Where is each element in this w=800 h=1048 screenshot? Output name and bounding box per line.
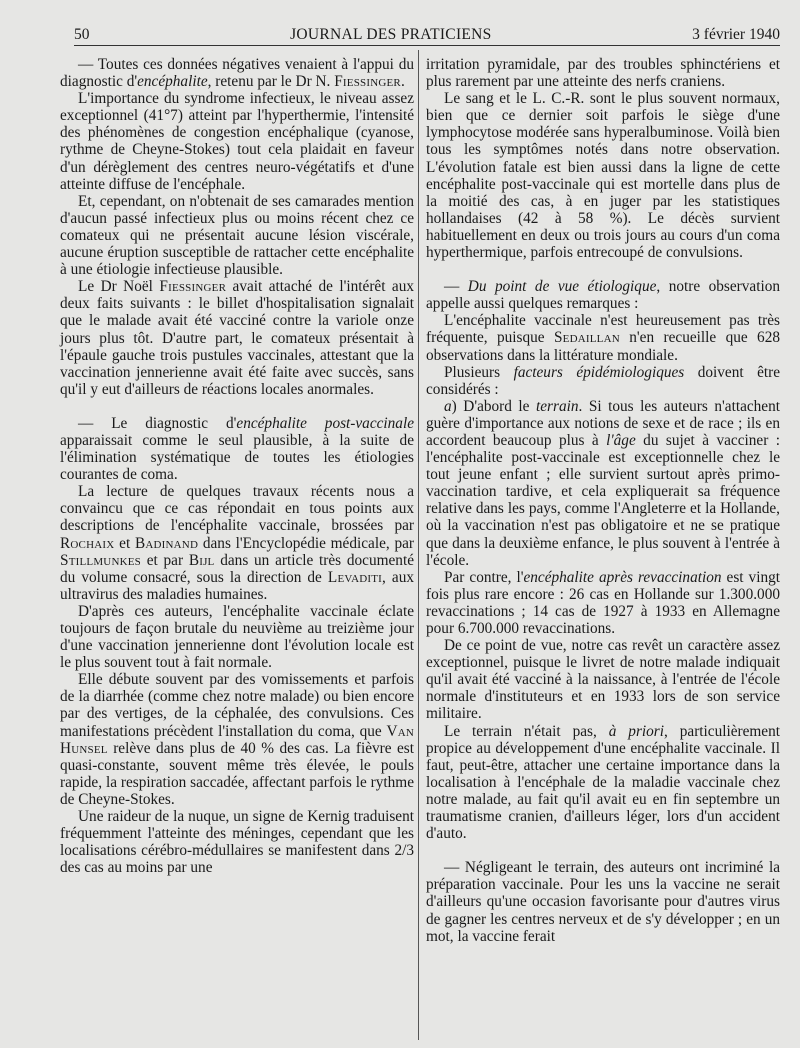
paragraph: irritation pyramidale, par des troubles sphinctériens et plus rarement par une atteinte des nerfs craniens. — [426, 56, 780, 91]
paragraph: Le Dr Noël Fiessinger avait attaché de l'intérêt aux deux faits suivants : le billet d'hospitalisation signalait que le malade avait été vacciné contre la variole onze jours plus tôt. D'autre part, le comateux présentait à l'épaule gauche trois pustules vaccinales, attestant que la vaccination jennerienne avait été faite avec succès, sans qu'il y eut d'ailleurs de réactions locales anormales. — [60, 278, 415, 398]
paragraph: L'importance du syndrome infectieux, le niveau assez exceptionnel (41°7) atteint par l'hyperthermie, l'intensité des phénomènes de congestion encéphalique (cyanose, rythme de Cheyne-Stokes) tout cela plaidait en faveur d'un dérèglement des centres neuro-végétatifs et d'une atteinte diffuse de l'encéphale. — [60, 90, 414, 193]
paragraph: La lecture de quelques travaux récents nous a convaincu que ce cas répondait en tous points aux descriptions de l'encéphalite vaccinale, brossées par Rochaix et Badinand dans l'Encyclopédie médicale, par Stillmunkes et par Bijl dans un article très documenté du volume consacré, sous la direction de Levaditi, aux ultravirus des maladies humaines. — [60, 483, 414, 603]
paragraph: — Du point de vue étiologique, notre observation appelle aussi quelques remarques : — [426, 278, 780, 313]
paragraph: Et, cependant, on n'obtenait de ses camarades mention d'aucun passé infectieux plus ou moins récent chez ce comateux qui ne présentait aucune lésion viscérale, aucune éruption susceptible de rattacher cette encéphalite à une étiologie infectieuse plausible. — [60, 192, 414, 279]
paragraph: De ce point de vue, notre cas revêt un caractère assez exceptionnel, puisque le livret de notre malade indiquait qu'il avait été vacciné à la naissance, à l'entrée de l'école normale d'instituteurs et en 1933 lors de son service militaire. — [426, 637, 780, 723]
page-number: 50 — [74, 26, 90, 43]
paragraph: Par contre, l'encéphalite après revaccination est vingt fois plus rare encore : 26 cas en Hollande sur 1.300.000 revaccinations ; 14 cas de 1927 à 1933 en Allemagne pour 6.700.000 revaccinations. — [426, 568, 780, 637]
paragraph: a) D'abord le terrain. Si tous les auteurs n'attachent guère d'importance aux notions de sexe et de race ; ils en accordent beaucoup plus à l'âge du sujet à vacciner : l'encéphalite post-vaccinale est exceptionnelle chez le tout jeune enfant ; elle survient surtout après primo-vaccination tardive, et cela expliquerait sa fréquence relative dans les pays, comme l'Angleterre et la Hollande, où la vaccination n'est pas obligatoire et ne se pratique que dans la deuxième enfance, le plus souvent à l'entrée à l'école. — [426, 397, 780, 569]
paragraph: Une raideur de la nuque, un signe de Kernig traduisent fréquemment l'atteinte des méninges, cependant que les localisations cérébro-médullaires se manifestent dans 2/3 des cas au moins par une — [60, 808, 414, 877]
paragraph: Elle débute souvent par des vomissements et parfois de la diarrhée (comme chez notre malade) ou bien encore par des vertiges, de la céphalée, des convulsions. Ces manifestations précèdent l'installation du coma, que Van Hunsel relève dans plus de 40 % des cas. La fièvre est quasi-constante, souvent même très élevée, le pouls rapide, la respiration saccadée, affectant parfois le rythme de Cheyne-Stokes. — [60, 671, 414, 808]
paragraph: Le sang et le L. C.-R. sont le plus souvent normaux, bien que ce dernier soit parfois le siège d'une lymphocytose modérée sans hyperalbuminose. Voilà bien tous les symptômes notés dans notre observation. L'évolution fatale est bien aussi dans la ligne de cette encéphalite post-vaccinale qui est mortelle dans plus de la moitié des cas, à en juger par les statistiques hollandaises (42 à 58 %). Le décès survient habituellement en deux ou trois jours au cours d'un coma hyperthermique, parfois entrecoupé de convulsions. — [426, 90, 780, 262]
paragraph: — Toutes ces données négatives venaient à l'appui du diagnostic d'encéphalite, retenu par le Dr N. Fiessinger. — [60, 56, 414, 91]
column-divider — [418, 50, 419, 1040]
paragraph: D'après ces auteurs, l'encéphalite vaccinale éclate toujours de façon brutale du neuvième au treizième jour d'une vaccination jennerienne dont l'évolution locale est le plus souvent tout à fait normale. — [60, 602, 414, 672]
page-header — [74, 20, 780, 46]
paragraph: — Négligeant le terrain, des auteurs ont incriminé la préparation vaccinale. Pour les uns la vaccine ne serait d'ailleurs qu'une occasion favorisante pour d'autres virus de gagner les centres nerveux et de s'y développer ; en un mot, la vaccine ferait — [426, 859, 780, 945]
journal-title: JOURNAL DES PRATICIENS — [290, 26, 492, 43]
right-column — [426, 56, 780, 945]
paragraph: Plusieurs facteurs épidémiologiques doivent être considérés : — [426, 363, 781, 398]
paragraph: Le terrain n'était pas, à priori, particulièrement propice au développement d'une encéphalite vaccinale. Il faut, peut-être, attacher une certaine importance dans la localisation à l'encéphale de la maladie vaccinale chez notre malade, au fait qu'il avait eu en fin septembre un traumatisme cranien, d'ailleurs léger, lors d'un accident d'auto. — [426, 722, 780, 843]
paragraph: — Le diagnostic d'encéphalite post-vaccinale apparaissait comme le seul plausible, à la suite de l'élimination systématique de toutes les étiologies courantes de coma. — [60, 414, 414, 484]
left-column — [60, 56, 414, 876]
issue-date: 3 février 1940 — [692, 26, 780, 43]
paragraph: L'encéphalite vaccinale n'est heureusement pas très fréquente, puisque Sedaillan n'en recueille que 628 observations dans la littérature mondiale. — [426, 312, 780, 364]
